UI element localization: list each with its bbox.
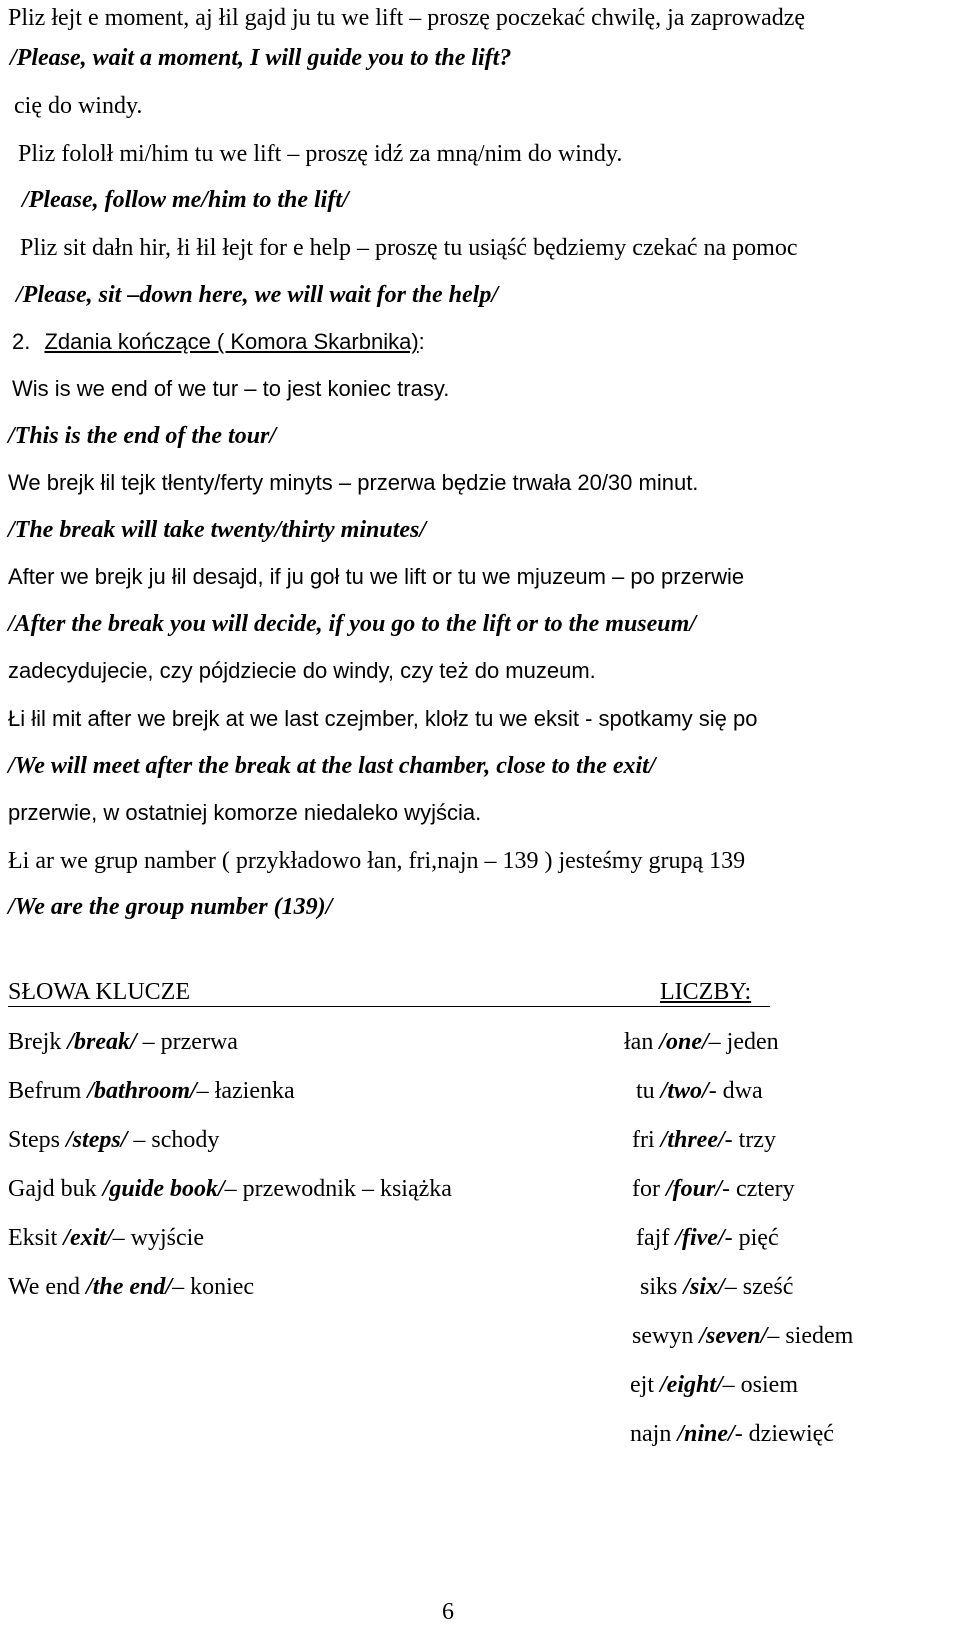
section-heading (12, 331, 425, 353)
translation-line: /We will meet after the break at the last chamber, close to the exit/ (8, 753, 656, 779)
text-line: Łi ar we grup namber ( przykładowo łan, fri,najn – 139 ) jesteśmy grupą 139 (8, 848, 746, 874)
text-line: Pliz fololł mi/him tu we lift – proszę idź za mną/nim do windy. (18, 141, 623, 167)
translation-line: /After the break you will decide, if you go to the lift or to the museum/ (8, 611, 696, 637)
translation-line: /We are the group number (139)/ (8, 894, 333, 920)
keyword-item: We end /the end/– koniec (8, 1274, 255, 1300)
section-title: Zdania kończące ( Komora Skarbnika) (44, 329, 419, 354)
text-line: Pliz sit dałn hir, łi łil łejt for e help – proszę tu usiąść będziemy czekać na pomoc (20, 235, 798, 261)
text-line: Łi łil mit after we brejk at we last czejmber, klołz tu we eksit - spotkamy się po (8, 706, 758, 731)
translation-line: /Please, follow me/him to the lift/ (22, 187, 349, 213)
text-line: We brejk łil tejk tłenty/ferty minyts – przerwa będzie trwała 20/30 minut. (8, 470, 699, 495)
number-item: łan /one/– jeden (624, 1029, 779, 1055)
number-item: sewyn /seven/– siedem (632, 1323, 854, 1349)
number-item: najn /nine/- dziewięć (630, 1421, 834, 1447)
text-line: Pliz łejt e moment, aj łil gajd ju tu we lift – proszę poczekać chwilę, ja zaprowadzę (8, 5, 806, 31)
page-number: 6 (442, 1599, 454, 1625)
number-item: siks /six/– sześć (640, 1274, 794, 1300)
text-line: Wis is we end of we tur – to jest koniec trasy. (12, 376, 450, 401)
text-line: zadecydujecie, czy pójdziecie do windy, czy też do muzeum. (8, 658, 596, 683)
keyword-item: Befrum /bathroom/– łazienka (8, 1078, 295, 1104)
number-item: tu /two/- dwa (636, 1078, 763, 1104)
number-item: fri /three/- trzy (632, 1127, 776, 1153)
text-line: After we brejk ju łil desajd, if ju goł tu we lift or tu we mjuzeum – po przerwie (8, 564, 745, 589)
section-colon: : (418, 329, 425, 354)
translation-line: /Please, sit –down here, we will wait for the help/ (16, 282, 499, 308)
number-item: ejt /eight/– osiem (630, 1372, 798, 1398)
translation-line: /The break will take twenty/thirty minutes/ (8, 517, 427, 543)
section-number: 2. (12, 329, 31, 354)
keyword-item: Brejk /break/ – przerwa (8, 1029, 238, 1055)
translation-line: /This is the end of the tour/ (8, 423, 277, 449)
keyword-item: Gajd buk /guide book/– przewodnik – książka (8, 1176, 452, 1202)
translation-line: /Please, wait a moment, I will guide you to the lift? (10, 45, 512, 71)
keyword-item: Steps /steps/ – schody (8, 1127, 220, 1153)
number-item: for /four/- cztery (632, 1176, 795, 1202)
keywords-heading: SŁOWA KLUCZE (8, 979, 190, 1005)
number-item: fajf /five/- pięć (636, 1225, 779, 1251)
text-line: cię do windy. (14, 93, 143, 119)
numbers-heading: LICZBY: (660, 979, 752, 1005)
keyword-item: Eksit /exit/– wyjście (8, 1225, 204, 1251)
text-line: przerwie, w ostatniej komorze niedaleko wyjścia. (8, 800, 482, 825)
